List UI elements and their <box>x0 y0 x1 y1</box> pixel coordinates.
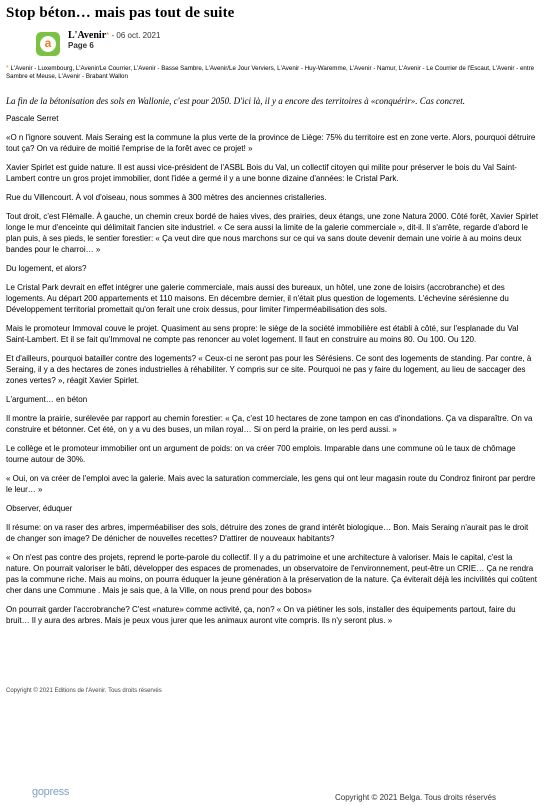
article-copyright: Copyright © 2021 Editions de l'Avenir. Tous droits réservés <box>6 688 162 694</box>
paragraph: « Oui, on va créer de l'emploi avec la galerie. Mais avec la saturation commerciale, les gens qui ont leur magasin route du Condroz finiront par perdre le leur… » <box>6 474 536 494</box>
article-date: - 06 oct. 2021 <box>111 31 161 40</box>
paragraph: « On n'est pas contre des projets, reprend le porte-parole du collectif. Il y a du patrimoine et une architecture à valoriser. Mais le capital, c'est la nature. On pourrait valoriser le bâti, développer des espaces de promenades, un observatoire de l'environnement, peut-être un CRIE… Ça ne rendra pas la commune riche. Mais au moins, on pourra éduquer la jeune génération à la préservation de la nature. Ça éviterait déjà les incivilités qui coûtent cher dans une Commune . Mais je sais que, à la Ville, on nous prend pour des bobos» <box>6 553 537 595</box>
editions-text: L'Avenir - Luxembourg, L'Avenir/Le Courrier, L'Avenir - Basse Sambre, L'Avenir/Le Jour Verviers, L'Avenir - Huy-Waremme, L'Avenir - Namur, L'Avenir - Le Courrier de l'Escaut, L'Avenir - entre Sambre et Meuse, L'Avenir - Brabant Wallon <box>6 65 535 80</box>
logo-letter: a <box>44 36 52 50</box>
editions-asterisk: * <box>6 65 9 72</box>
paragraph: Le Cristal Park devrait en effet intégrer une galerie commerciale, mais aussi des bureaux, un hôtel, une zone de loisirs (accrobranche) et des logements. Au départ 200 appartements et 110 maisons. En décembre dernier, il n'était plus question de logements. L'échevine sérésienne du Développement territorial promettait qu'on ferait une croix dessus, pour limiter l'imperméabilisation des sols. <box>6 283 509 314</box>
paragraph: Mais le promoteur Immoval couve le projet. Quasiment au sens propre: le siège de la société immobilière est établi à côté, sur l'esplanade du Val Saint-Lambert. Et il se fait qu'Immoval ne compte pas renoncer au volet logement. Il faut en construire au moins 80. Ou 100. Ou 120. <box>6 324 519 344</box>
gopress-logo: gopress <box>32 786 70 798</box>
section-heading: L'argument… en béton <box>6 395 88 404</box>
source-asterisk: * <box>106 31 110 40</box>
paragraph: Et d'ailleurs, pourquoi batailler contre des logements? « Ceux-ci ne seront pas pour les Sérésiens. Ce sont des logements de standing. Par contre, à Seraing, il y a des hectares de zones industrielles à réhabiliter. Y compris sur ce site. Pourquoi ne pas y faire du logement, au lieu de saccager des zones vertes? », réagit Xavier Spirlet. <box>6 354 532 385</box>
page-number: Page 6 <box>68 41 94 50</box>
source-logo <box>36 32 60 56</box>
article-body <box>6 95 539 634</box>
article-title: Stop béton… mais pas tout de suite <box>6 5 235 21</box>
paragraph: Rue du Villencourt. À vol d'oiseau, nous sommes à 300 mètres des anciennes cristalleries. <box>6 193 327 202</box>
editions-list <box>6 65 536 81</box>
logo-circle <box>40 36 56 52</box>
paragraph: Xavier Spirlet est guide nature. Il est aussi vice-président de l'ASBL Bois du Val, un collectif citoyen qui milite pour préserver le bois du Val Saint-Lambert contre un gros projet immobilier, dont l'idée a germé il y a une bonne dizaine d'années: le Cristal Park. <box>6 163 517 183</box>
article-author: Pascale Serret <box>6 114 59 123</box>
section-heading: Observer, éduquer <box>6 504 73 513</box>
paragraph: «O n l'ignore souvent. Mais Seraing est la commune la plus verte de la province de Liège: 75% du territoire est en zone verte. Alors, pourquoi détruire tout ça? On va réduire de moitié l'emprise de la forêt avec ce projet! » <box>6 133 536 153</box>
paragraph: Tout droit, c'est Flémalle. À gauche, un chemin creux bordé de haies vives, des prairies, deux étangs, une zone Natura 2000. Côté forêt, Xavier Spirlet longe le mur d'enceinte qui délimitait l'ancien site industriel. « Ce sera aussi la limite de la galerie commerciale », dit-il. Il s'arrête, regarde d'abord le plan puis, à ses pieds, le sentier forestier: « Ça veut dire que nous marchons sur ce qui va sans doute devenir demain une voirie à au moins deux bandes pour le charroi… » <box>6 212 539 254</box>
paragraph: On pourrait garder l'accrobranche? C'est «nature» comme activité, ça, non? « On va piétiner les sols, installer des équipements partout, faire du bruit… Il y aura des arbres. Mais je peux vous jurer que les animaux auront vite compris. Ils n'y seront plus. » <box>6 605 516 625</box>
source-line <box>68 30 160 41</box>
article-lead: La fin de la bétonisation des sols en Wallonie, c'est pour 2050. D'ici là, il y a encore des territoires à «conquérir». Cas concret. <box>6 96 465 106</box>
paragraph: Il résume: on va raser des arbres, imperméabiliser des sols, détruire des zones de grand intérêt biologique… Bon. Mais Seraing n'aurait pas le droit de changer son image? De dénicher de nouvelles recettes? D'attirer de nouveaux habitants? <box>6 523 529 543</box>
footer-copyright: Copyright © 2021 Belga. Tous droits réservés <box>335 793 496 802</box>
source-name: L'Avenir <box>68 30 107 41</box>
paragraph: Le collège et le promoteur immobilier ont un argument de poids: on va créer 700 emplois. Imparable dans une commune où le taux de chômage tourne autour de 30%. <box>6 444 516 464</box>
paragraph: Il montre la prairie, surélevée par rapport au chemin forestier: « Ça, c'est 10 hectares de zone tampon en cas d'inondations. Ça va disparaître. On va construire et bétonner. Cet été, on y a vu des buses, un milan royal… Si on perd la prairie, on les perd aussi. » <box>6 414 533 434</box>
section-heading: Du logement, et alors? <box>6 264 87 273</box>
